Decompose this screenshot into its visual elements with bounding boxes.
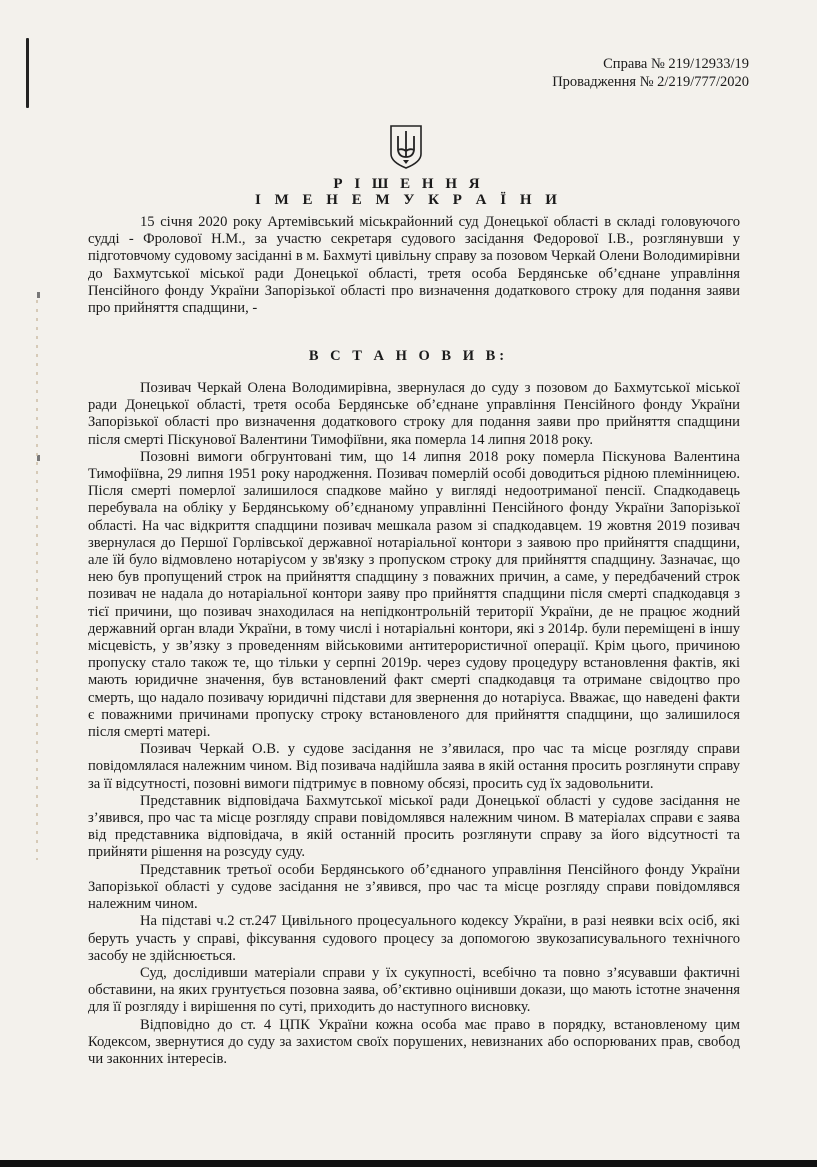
body-paragraph: Позовні вимоги обгрунтовані тим, що 14 липня 2018 року померла Піскунова Валентина Тимофіївна, 29 липня 1951 року народження. Позивач померлій особі доводиться рідною племінницею. Після смерті померлої залишилося спадкове майно у вигляді недоотриманої пенсії. Спадкодавець перебувала на обліку у Бердянському об’єднаному управлінні Пенсійного фонду України Запорізької області. На час відкриття спадщини позивач мешкала разом зі спадкодавцем. 19 жовтня 2019 позивач звернулася до Першої Горлівської державної нотаріальної контори з заявою про прийняття спадщини, але їй було відмовлено нотаріусом у зв'язку з пропуском строку для прийняття спадщину. Зазначає, що нею був пропущений строк на прийняття спадщину з поважних причин, а саме, у передбачений строк позивач не надала до нотаріальної контори заяву про прийняття спадщини після смерті спадкодавця з тієї причини, що позивач знаходилася на непідконтрольній території України, де не працює жодний державний орган влади України, в тому числі і нотаріальні контори, які з 2014р. були переміщені в іншу місцевість, у зв’язку з проведенням військовими антитерористичної операції. Крім цього, причиною пропуску стало також те, що тільки у серпні 2019р. через судову процедуру встановлення фактів, які мають юридичне значення, був встановлений факт смерті спадкодавця та отримане свідоцтво про смерть, що надало позивачу юридичні підстави для звернення до нотаріуса. Вважає, що наведені факти є поважними причинами пропуску строку встановленого для прийняття спадщини, що залишилося після смерті матері. xyxy=(88,448,740,741)
section-title: В С Т А Н О В И В: xyxy=(308,348,509,364)
decision-subtitle: І М Е Н Е М У К Р А Ї Н И xyxy=(255,192,562,208)
body-paragraph: Відповідно до ст. 4 ЦПК України кожна особа має право в порядку, встановленому цим Кодексом, звернутися до суду за захистом своїх порушених, невизнаних або оспорюваних прав, свобод чи законних інтересів. xyxy=(88,1016,740,1067)
body-paragraph: Представник відповідача Бахмутської міської ради Донецької області у судове засідання не з’явився, про час та місце розгляду справи повідомлявся належним чином. В матеріалах справи є заява від представника відповідача, в якій останній просить розглянути справу за його відсутності та прийняти рішення на розсуду суду. xyxy=(88,792,740,861)
body-paragraph: Позивач Черкай О.В. у судове засідання не з’явилася, про час та місце розгляду справи повідомлялася належним чином. Від позивача надійшла заява в якій остання просить розглянути справу за її відсутності, позовні вимоги підтримує в повному обсязі, просить суд їх задовольнити. xyxy=(88,741,740,792)
intro-text: 15 січня 2020 року Артемівський міськрайонний суд Донецької області в складі головуючого судді - Фролової Н.М., за участю секретаря судового засідання Федорової І.В., розглянувши у підготовчому судовому засіданні в м. Бахмуті цивільну справу за позовом Черкай Олени Володимирівни до Бахмутської міської ради Донецької області, третя особа Бердянське об’єднане управління Пенсійного фонду України Запорізької області про визначення додаткового строку для подання заяви про прийняття спадщини, - xyxy=(88,214,740,317)
intro-paragraph xyxy=(88,214,740,317)
body-paragraph: Суд, дослідивши матеріали справи у їх сукупності, всебічно та повно з’ясувавши фактичні обставини, на яких грунтується позовна заява, об’єктивно оцінивши докази, що мають істотне значення для її розгляду і вирішення по суті, приходить до наступного висновку. xyxy=(88,964,740,1016)
trident-icon xyxy=(388,124,424,170)
margin-stitch xyxy=(36,300,38,860)
margin-mark xyxy=(26,38,29,108)
body-paragraph: На підставі ч.2 ст.247 Цивільного процесуального кодексу України, в разі неявки всіх осіб, які беруть участь у справі, фіксування судового процесу за допомогою звукозаписувального технічного засобу не здійснюється. xyxy=(88,913,740,964)
body-paragraph: Позивач Черкай Олена Володимирівна, звернулася до суду з позовом до Бахмутської міської ради Донецької області, третя особа Бердянське об’єднане управління Пенсійного фонду України Запорізької області про визначення додаткового строку для подання заяви про прийняття спадщини після смерті Піскунової Валентини Тимофіївни, яка померла 14 липня 2018 року. xyxy=(88,380,740,448)
case-header xyxy=(552,55,749,91)
scan-edge xyxy=(0,1160,817,1167)
body-paragraph: Представник третьої особи Бердянського об’єднаного управління Пенсійного фонду України Запорізької області у судове засідання не з’явився, про час та місце розгляду справи повідомлявся належним чином. xyxy=(88,861,740,913)
decision-body xyxy=(88,380,740,1068)
case-number: Справа № 219/12933/19 xyxy=(603,56,749,72)
proceeding-number: Провадження № 2/219/777/2020 xyxy=(552,74,749,90)
decision-title: Р І Ш Е Н Н Я xyxy=(333,176,484,192)
margin-dash xyxy=(37,292,40,298)
